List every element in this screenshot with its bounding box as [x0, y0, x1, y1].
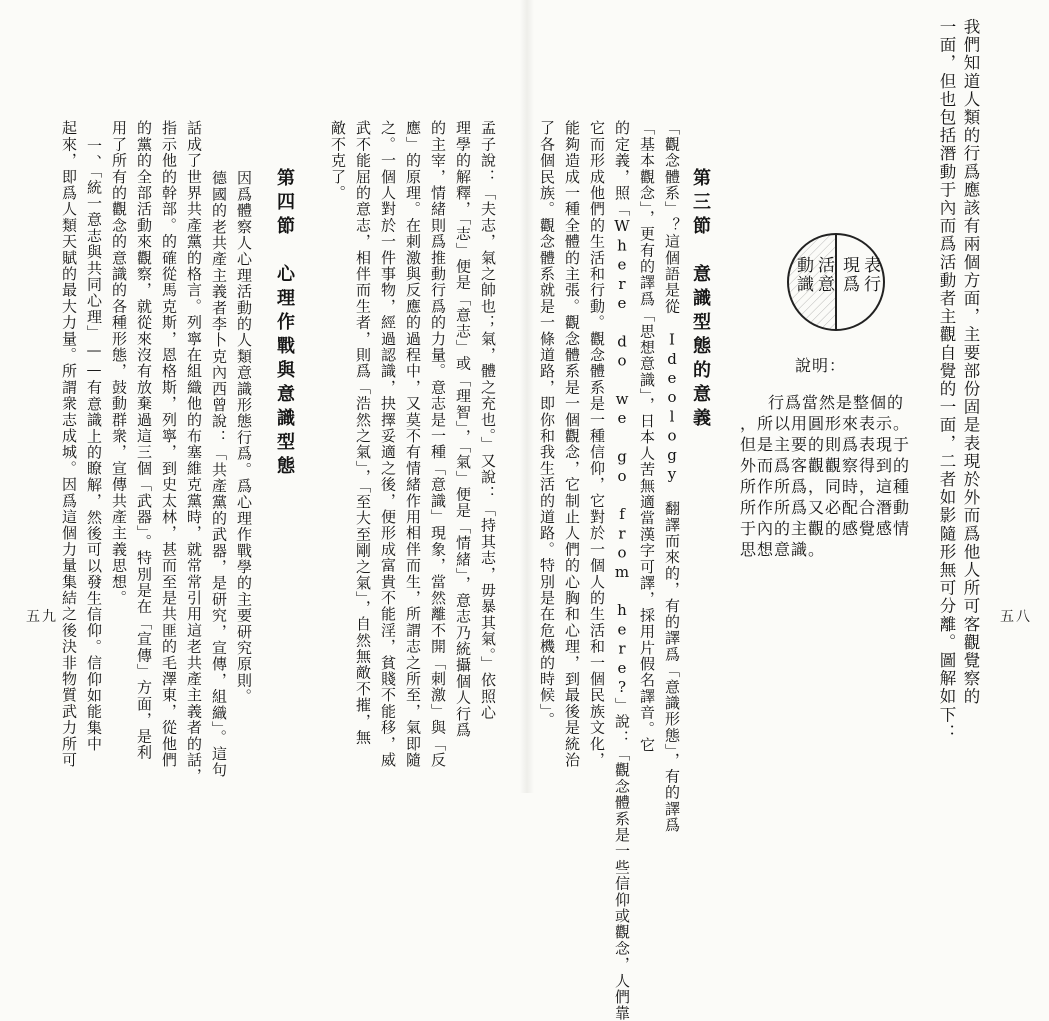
book-gutter	[520, 0, 534, 793]
caption-line-1: 行爲當然是整個的	[768, 393, 905, 412]
right-body-col-1: 「觀念體系」？這個語是從 Ideology 翻譯而來的，有的譯爲「意識形態」，有的譯爲	[663, 120, 681, 834]
caption-line-8: 思想意識。	[740, 540, 826, 559]
diagram-right-text: 表行現爲	[839, 256, 880, 294]
caption-line-5: 所作所爲，同時，這種	[740, 477, 911, 496]
right-body-col-6: 了各個民族。觀念體系就是一條道路，即你和我生活的道路。特別是在危機的時候」。	[538, 120, 556, 729]
caption-line-4: 外而爲客觀觀察得到的	[740, 456, 911, 475]
right-body-col-3: 的定義，照「Where do we go from here?」說：「觀念體系是一些信仰或觀念，人們靠	[613, 120, 631, 1021]
left-col-7: 敵不克了。	[329, 120, 347, 201]
left-col-1: 孟子說：「夫志，氣之帥也；氣，體之充也。」又說：「持其志，毋暴其氣。」依照心	[479, 120, 497, 721]
caption-line-6: 所作所爲又必配合潛動	[740, 498, 911, 517]
page-number-left: 五九	[26, 609, 58, 625]
right-intro-col-1: 我們知道人類的行爲應該有兩個方面，主要部份固是表現於外而爲他人所可客觀覺察的	[961, 18, 980, 706]
left-col-6: 武不能屈的意志，相伴而生者，則爲「浩然之氣」，「至大至剛之氣」，自然無敵不摧，無	[354, 120, 372, 746]
caption-line-7: 于內的主觀的感覺感情	[740, 519, 911, 538]
left-body-col-7: 一、「統一意志與共同心理」——有意識上的瞭解，然後可以發生信仰。信仰如能集中	[85, 138, 103, 753]
right-body-col-5: 能夠造成一種全體的主張。觀念體系是一個觀念，它制止人們的心胸和心理，到最後是統治	[563, 120, 581, 768]
right-body-col-4: 它而形成他們的生活和行動。觀念體系是一種信仰，它對於一個人的生活和一個民族文化，	[588, 120, 606, 768]
left-body-col-5: 的黨的全部活動來觀察，就從來沒有放棄過這三個「武器」。特別是在「宣傳」方面，是利	[135, 120, 153, 761]
left-body-col-8: 起來，即爲人類天賦的最大力量。所謂衆志成城。因爲這個力量集結之後決非物質武力所可	[60, 120, 78, 768]
left-col-2: 理學的解釋，「志」便是「意志」或「理智」，「氣」便是「情緒」，意志乃統攝個人行爲	[454, 120, 472, 738]
right-intro-col-2: 一面，但也包括潛動于內而爲活動者主觀自覺的一面，二者如影隨形無可分離。圖解如下：	[937, 18, 956, 742]
caption-line-3: 但是主要的則爲表現于	[740, 435, 911, 454]
left-body-col-2: 德國的老共產主義者李卜克內西曾說：「共產黨的武器，是研究，宣傳，組織」。這句	[210, 170, 228, 779]
section-title-4: 第四節 心理作戰與意識型態	[274, 168, 295, 480]
left-col-4: 應」的原理。在刺激與反應的過程中，又莫不有情緒作用相伴而生，所謂志之所至，氣即隨	[404, 120, 422, 768]
left-col-5: 之。一個人對於一件事物，經過認識，抉擇妥適之後，便形成富貴不能淫，貧賤不能移，威	[379, 120, 397, 768]
diagram-left-text: 活意動識	[793, 256, 834, 294]
right-body-col-2: 「基本觀念」，更有的譯爲「思想意識」，日本人苦無適當漢字可譯，採用片假名譯音。它	[638, 120, 656, 753]
left-body-col-4: 指示他的幹部。的確從馬克斯，恩格斯，列寧，到史太林，甚而至是共匪的毛澤東，從他們	[160, 120, 178, 768]
caption-label: 說明：	[795, 356, 847, 375]
left-body-col-1: 因爲體察人心理活動的人類意識形態行爲。爲心理作戰學的主要研究原則。	[235, 170, 253, 705]
page-number-right: 五八	[1000, 609, 1032, 625]
section-title-3: 第三節 意識型態的意義	[690, 168, 711, 432]
caption-line-2: ，所以用圓形來表示。	[740, 414, 911, 433]
left-body-col-3: 話成了世界共產黨的格言。列寧在組織他的布塞維克黨時，就常常引用這老共產主義者的話，	[185, 120, 203, 785]
left-col-3: 的主宰，情緒則爲推動行爲的力量。意志是一種「意識」現象，當然離不開「刺激」與「反	[429, 120, 447, 768]
left-body-col-6: 用了所有的觀念的意識的各種形態，鼓動群衆，宣傳共產主義思想。	[110, 120, 128, 606]
